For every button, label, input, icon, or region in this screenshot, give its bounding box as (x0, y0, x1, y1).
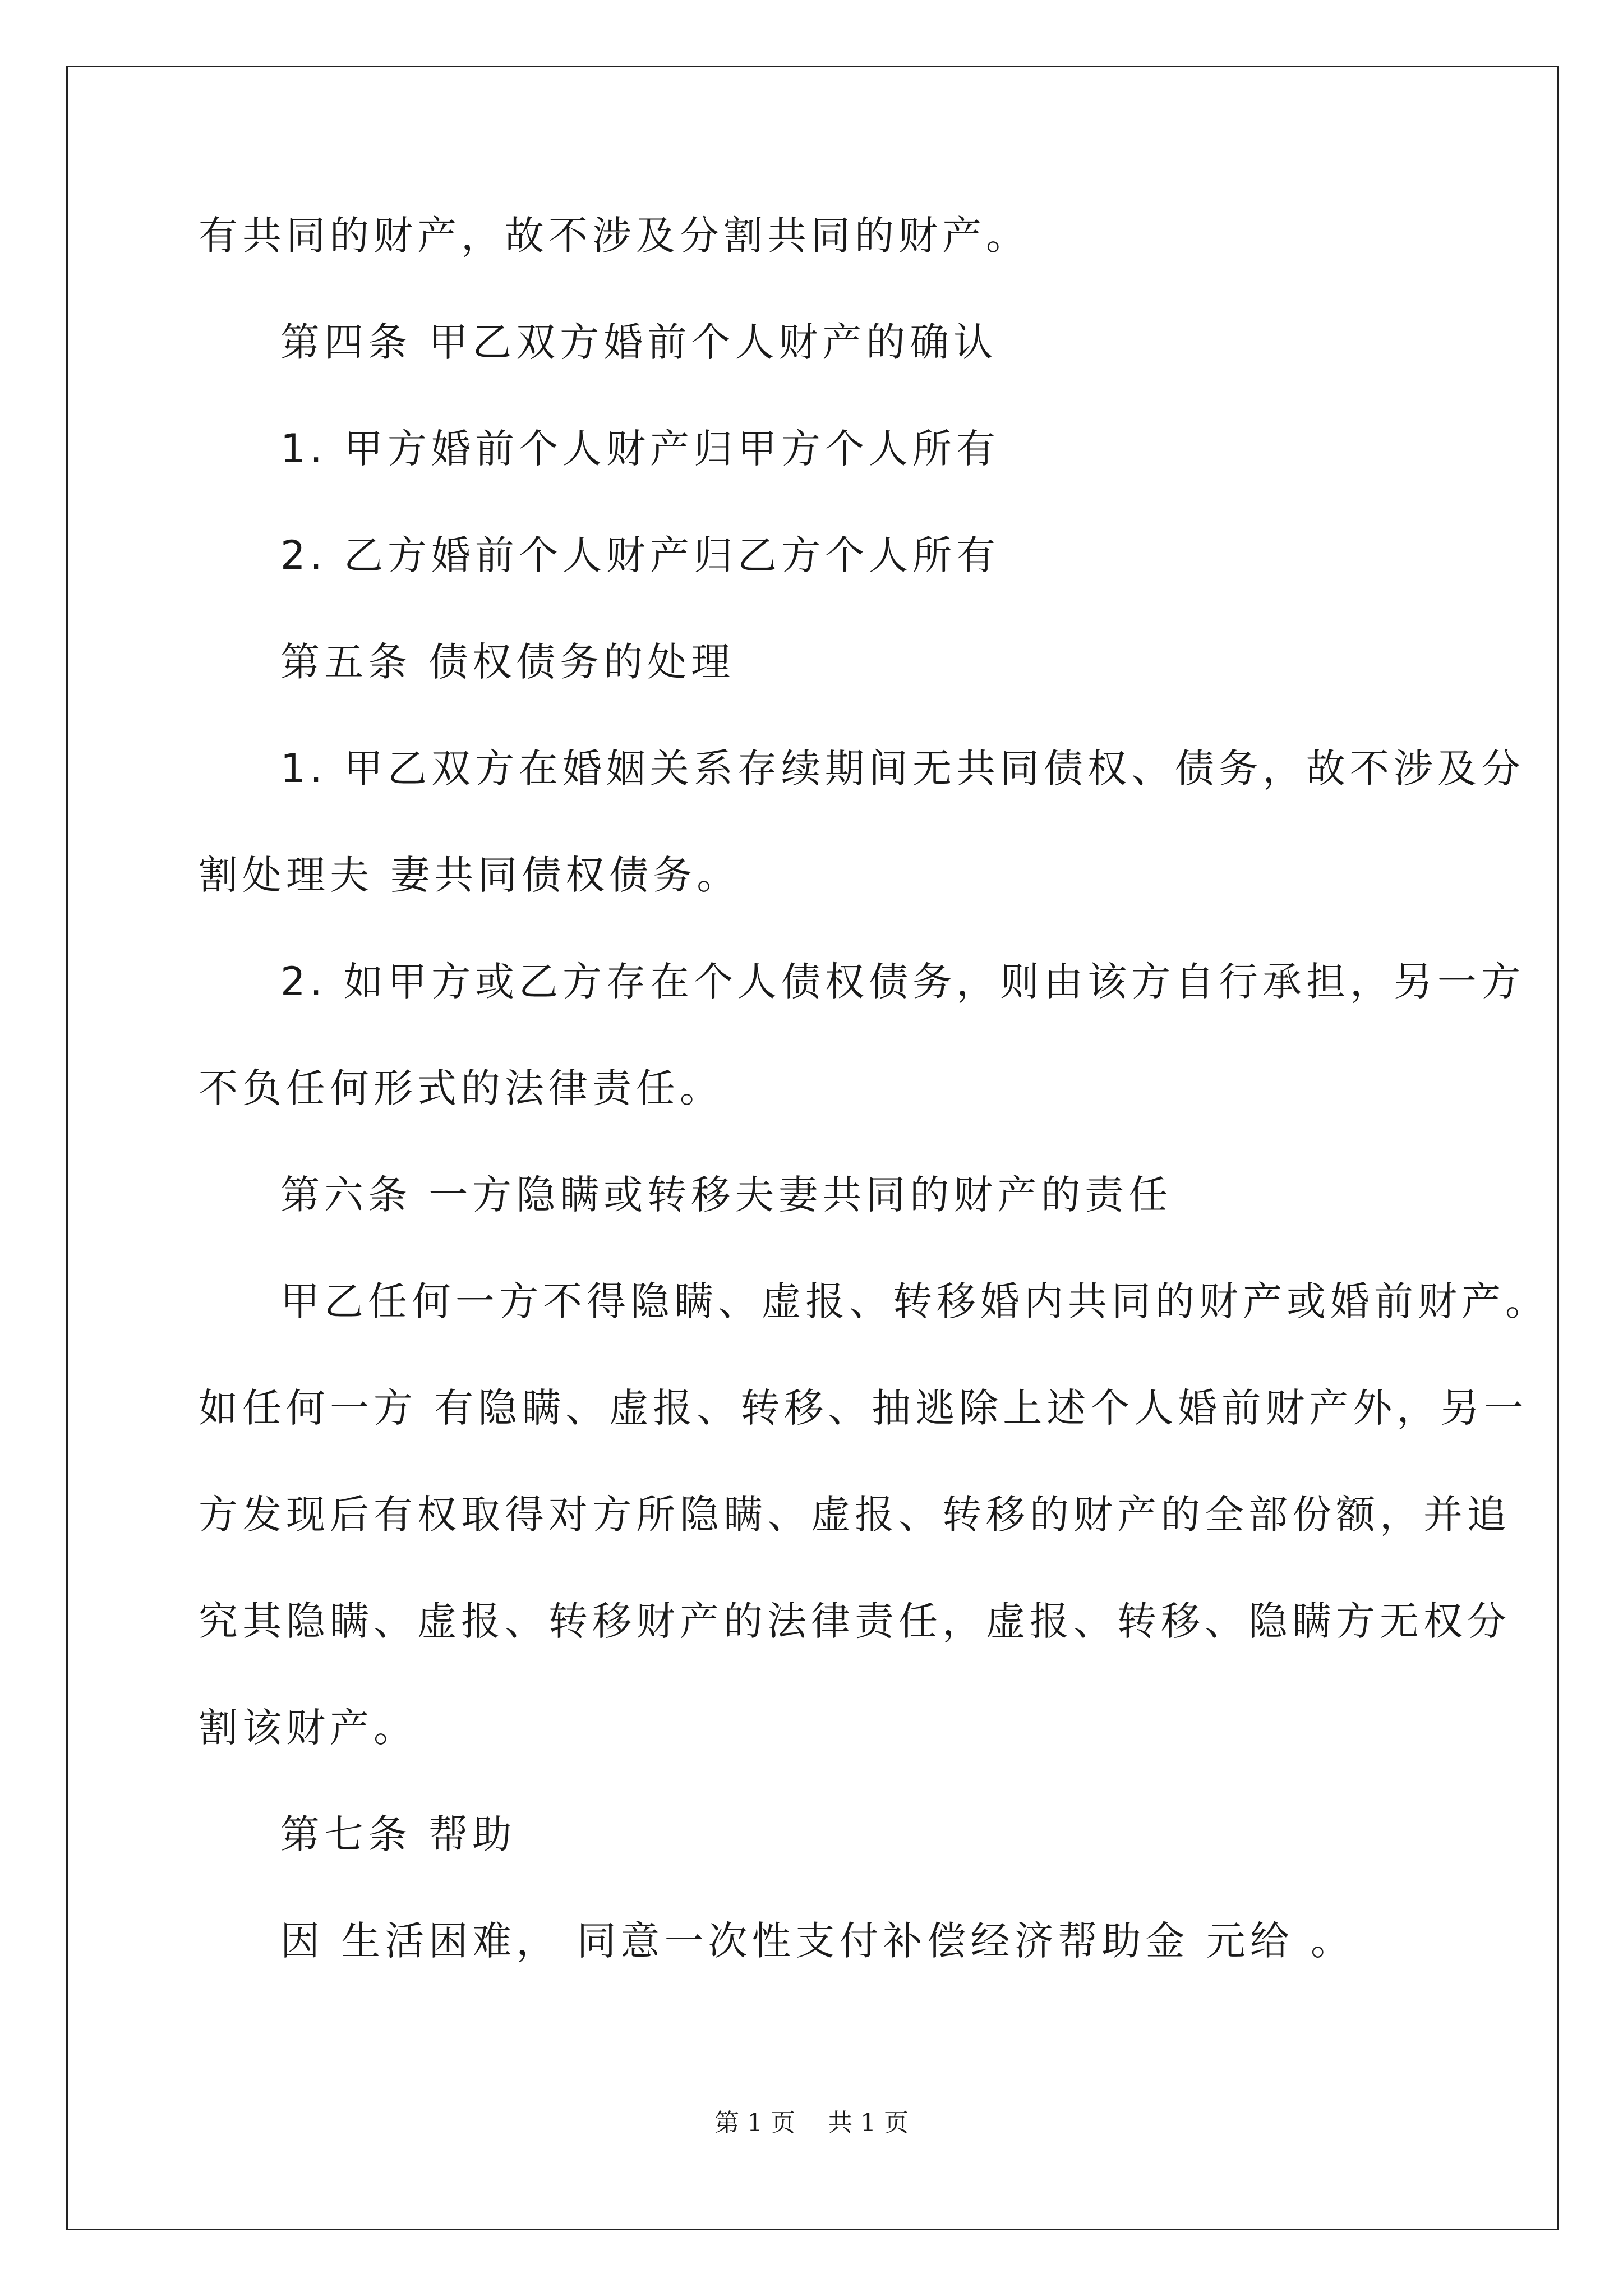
body-line: 割该财产。 (199, 1705, 417, 1751)
body-line: 如任何一方 有隐瞒、虚报、转移、抽逃除上述个人婚前财产外，另一 (199, 1385, 1528, 1431)
page-number: 第 1 页 (714, 2109, 795, 2137)
article-heading: 第五条 债权债务的处理 (280, 639, 735, 685)
body-line: 究其隐瞒、虚报、转移财产的法律责任，虚报、转移、隐瞒方无权分 (199, 1598, 1511, 1644)
page-footer (0, 2106, 1623, 2140)
page-border (66, 66, 1559, 2230)
list-item: 2. 乙方婚前个人财产归乙方个人所有 (280, 532, 1000, 578)
article-heading: 第六条 一方隐瞒或转移夫妻共同的财产的责任 (280, 1172, 1173, 1218)
body-line: 方发现后有权取得对方所隐瞒、虚报、转移的财产的全部份额，并追 (199, 1492, 1511, 1538)
body-line: 不负任何形式的法律责任。 (199, 1065, 723, 1111)
body-line: 有共同的财产，故不涉及分割共同的财产。 (199, 213, 1030, 259)
article-heading: 第七条 帮助 (280, 1811, 517, 1857)
list-item: 2. 如甲方或乙方存在个人债权债务，则由该方自行承担，另一方 (280, 959, 1525, 1005)
paragraph-line: 甲乙任何一方不得隐瞒、虚报、转移婚内共同的财产或婚前财产。 (280, 1278, 1549, 1324)
article-heading: 第四条 甲乙双方婚前个人财产的确认 (280, 319, 998, 365)
page-total: 共 1 页 (828, 2109, 909, 2137)
list-item: 1. 甲方婚前个人财产归甲方个人所有 (280, 426, 1000, 472)
paragraph-line: 因 生活困难， 同意一次性支付补偿经济帮助金 元给 。 (280, 1918, 1355, 1964)
list-item: 1. 甲乙双方在婚姻关系存续期间无共同债权、债务，故不涉及分 (280, 746, 1525, 792)
body-line: 割处理夫 妻共同债权债务。 (199, 852, 741, 898)
